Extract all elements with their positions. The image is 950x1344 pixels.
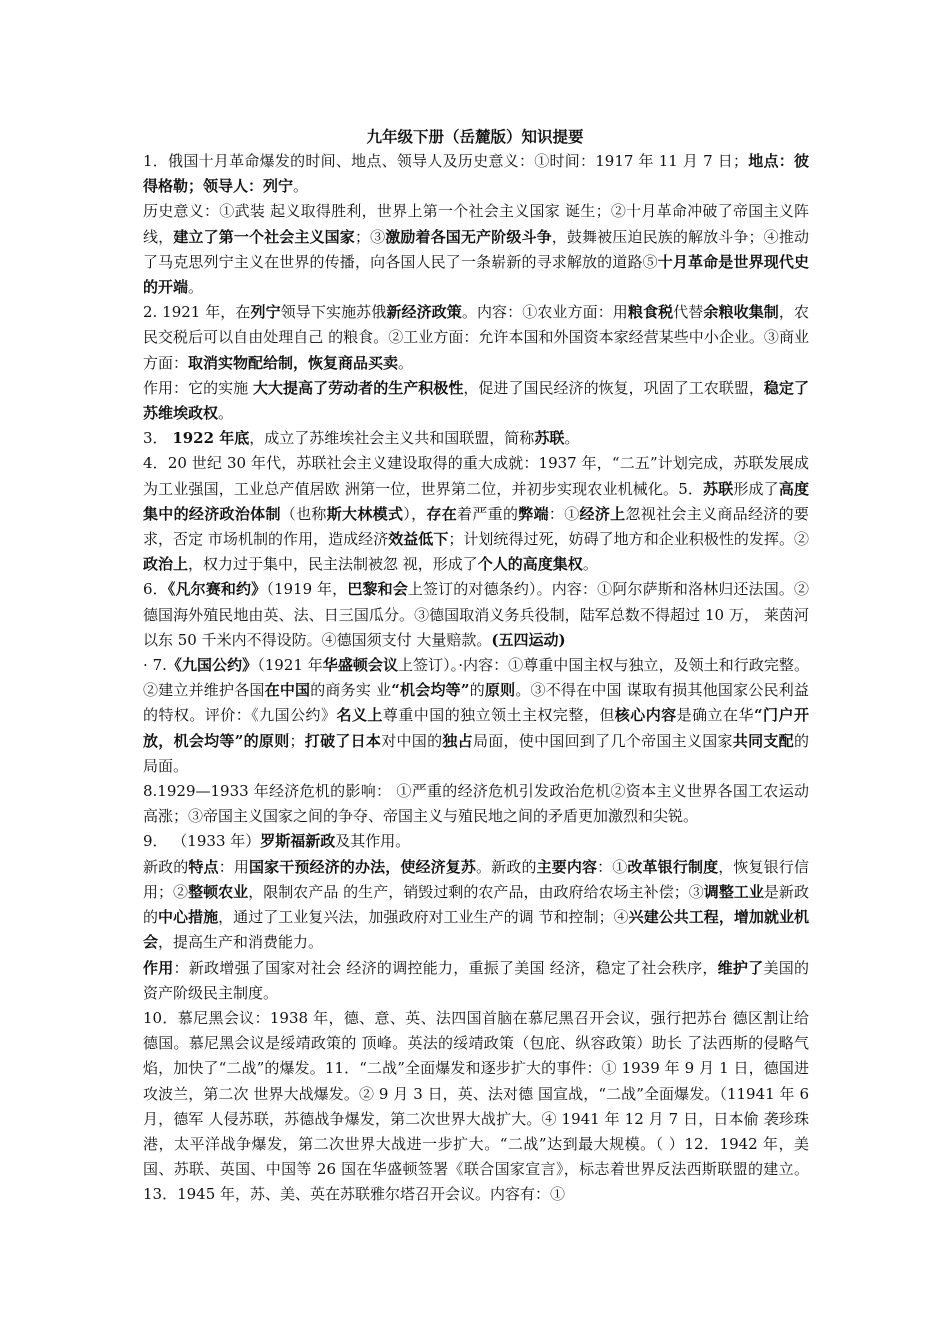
paragraph [143, 577, 809, 653]
body-text: 。 [218, 404, 234, 423]
body-text: ，通过了工业复兴法，加强政府对工业生产的调 节和控制；④ [218, 908, 629, 927]
body-text: ：用 [218, 857, 249, 876]
bold-text: 大大提高了劳动者的生产积极性 [252, 378, 464, 397]
body-text: ：① [548, 504, 580, 523]
bold-text: 政治上 [143, 555, 189, 574]
body-text: ，成立了苏维埃社会主义共和国联盟，简称 [249, 429, 535, 448]
bold-text: 弊端 [518, 504, 549, 523]
bold-text: 整顿农业 [188, 882, 249, 901]
body-text: 历史意义：①武装 起义取得胜利，世界上第一个社会主义国家 诞生；②十月革命冲破了帝国主义阵线， [143, 202, 809, 246]
body-text: 对中国的 [381, 731, 443, 750]
bold-text: 苏联 [703, 479, 734, 498]
body-text: 。③不得在中国 谋取有损其他国家公民利益的特权。评价：《九国公约》 [143, 681, 809, 725]
body-text: ，鼓舞被压迫民族的解放斗争；④推动了马克思列宁主义在世界的传播，向各国人民了一条崭新的寻求解放的道路⑤ [143, 227, 809, 271]
body-text: 上签订的对德条约）。内容：①阿尔萨斯和洛林归还法国。②德国海外殖民地由英、法、日三国瓜分。③德国取消义务兵役制，陆军总数不得超过 10 万， 莱茵河以东 50 千米内不得设防。④德国须支付 大量赔款。 [143, 580, 809, 649]
paragraph [143, 779, 809, 829]
body-text: 8.1929—1933 年经济危机的影响： ①严重的经济危机引发政治危机②资本主义世界各国工农运动高涨；③帝国主义国家之间的争夺、帝国主义与殖民地之间的矛盾更加激烈和尖锐。 [143, 782, 809, 826]
body-text: ，恢复银行信用；② [143, 857, 809, 901]
paragraph [143, 300, 809, 376]
bold-text: 特点 [188, 857, 219, 876]
body-text: 4．20 世纪 30 年代，苏联社会主义建设取得的重大成就：1937 年，“二五”计划完成，苏联发展成为工业强国，工业总产值居欧 洲第一位，世界第二位，并初步实现农业机械化。5． [143, 454, 809, 498]
bold-text: “门户开放，机会均等”的原则 [143, 706, 809, 750]
body-text: ，权力过于集中，民主法制被忽 视，形成了 [188, 555, 478, 574]
bold-text: 维护了 [717, 958, 764, 977]
body-text: 10．慕尼黑会议：1938 年，德、意、英、法四国首脑在慕尼黑召开会议，强行把苏台 德区割让给德国。慕尼黑会议是绥靖政策的 顶峰。英法的绥靖政策（包庇、纵容政策）助长 了法西斯的侵略气焰，加快了“二战”的爆发。11．“二战”全面爆发和逐步扩大的事件：① 1939 年 9 月 1 日，德国进攻波兰，第二次 世界大战爆发。② 9 月 3 日，英、法对德 国宣战，“二战”全面爆发。（11941 年 6 月，德军 人侵苏联，苏德战争爆发，第二次世界大战扩大。④ 1941 年 12 月 7 日，日本偷 袭珍珠港，太平洋战争爆发，第二次世界大战进一步扩大。“二战”达到最大规模。（ ）12．1942 年，美国、苏联、英国、中国等 26 国在华盛顿签署《联合国家宣言》，标志着世界反法西斯联盟的建立。13．1945 年，苏、美、英在苏联雅尔塔召开会议。内容有：① [143, 1008, 809, 1204]
bold-text: 独占 [442, 731, 473, 750]
body-text: 尊重中国的独立领土主权完整，但 [382, 706, 615, 725]
bold-text: 苏联 [534, 429, 565, 448]
document-body [143, 149, 809, 1208]
bold-text: 兴建公共工程，增加就业机会 [143, 908, 809, 952]
bold-text: 核心内容 [614, 706, 677, 725]
paragraph [143, 451, 809, 577]
bold-text: 共同支配 [732, 731, 794, 750]
body-text: 是确立在华 [676, 706, 754, 725]
bold-text: 改革银行制度 [627, 857, 719, 876]
body-text: ，提高生产和消费能力。 [158, 933, 324, 952]
body-text: 。内容：①农业方面：用 [461, 303, 628, 322]
body-text: ；计划统得过死，妨碍了地方和企业积极性的发挥。② [448, 530, 809, 549]
body-text: 局面，使中国回到了几个帝国主义国家 [472, 731, 733, 750]
bold-text: 华盛顿会议 [322, 656, 398, 675]
body-text: 新政的 [143, 857, 189, 876]
bold-text: 激励着各国无产阶级斗争 [385, 227, 552, 246]
bold-text: 建立了第一个社会主义国家 [173, 227, 355, 246]
bold-text: 效益低下 [388, 530, 449, 549]
body-text: ； [289, 731, 305, 750]
bold-text: 调整工业 [703, 882, 764, 901]
body-text: 的 [469, 681, 485, 700]
bold-text: 打破了日本 [304, 731, 382, 750]
bold-text: 原则 [484, 681, 516, 700]
body-text: 着严重的 [457, 504, 519, 523]
bold-text: 取消实物配给制，恢复商品买卖 [188, 353, 399, 372]
bold-text: 存在 [426, 504, 458, 523]
bold-text: 斯大林模式 [326, 504, 404, 523]
paragraph [143, 199, 809, 300]
body-text: 作用：它的实施 [143, 378, 253, 397]
bold-text: 中心措施 [158, 908, 219, 927]
body-text: 。 [293, 177, 309, 196]
body-text: 形成了 [733, 479, 779, 498]
body-text: 。 [582, 555, 598, 574]
bold-text: “机会均等” [391, 681, 470, 700]
bold-text: 国家干预经济的办法，使经济复苏 [248, 857, 477, 876]
paragraph [143, 829, 809, 854]
bold-text: 新经济政策 [386, 303, 462, 322]
body-text: 。新政的 [476, 857, 537, 876]
body-text: 6． [143, 580, 168, 599]
paragraph [143, 426, 809, 451]
body-text: ：新政增强了国家对社会 经济的调控能力，重振了美国 经济，稳定了社会秩序， [173, 958, 718, 977]
bold-text: 余粮收集制 [703, 303, 779, 322]
body-text: 1．俄国十月革命爆发的时间、地点、领导人及历史意义：①时间：1917 年 11 月 7 日； [143, 152, 748, 170]
bold-text: 主要内容 [536, 857, 598, 876]
body-text: 。 [188, 278, 204, 297]
body-text: 3． [143, 429, 173, 448]
bold-text: 名义上 [336, 706, 383, 725]
bold-text: 作用 [143, 958, 174, 977]
body-text: 的局面。 [143, 731, 809, 775]
bold-text: 《凡尔赛和约》 [167, 580, 267, 599]
body-text: 的商务实 业 [310, 681, 392, 700]
body-text: ）， [403, 504, 427, 523]
bold-text: 1922 年底 [172, 429, 250, 448]
body-text: ，限制农产品 的生产，销毁过剩的农产品，由政府给农场主补偿；③ [248, 882, 704, 901]
bold-text: 十月革命是世界现代史的开端 [143, 252, 809, 297]
body-text: 。 [398, 353, 414, 372]
body-text: ，促进了国民经济的恢复，巩固了工农联盟， [463, 378, 764, 397]
body-text: 是新政的 [143, 882, 809, 927]
body-text: ；③ [354, 227, 386, 246]
body-text: ，农民交税后可以自由处理自己 的粮食。②工业方面：允许本国和外国资本家经营某些中小企业。③商业方面： [143, 303, 809, 372]
bold-text: 列宁 [250, 303, 281, 322]
body-text: 2. 1921 年，在 [143, 303, 251, 322]
body-text: ：① [597, 857, 628, 876]
body-text: （1921 年 [257, 656, 323, 675]
body-text: · 7. [143, 656, 167, 675]
document-title: 九年级下册（岳麓版）知识提要 [366, 127, 584, 146]
bold-text: 《九国公约》 [166, 656, 258, 675]
body-text: 及其作用。 [335, 832, 411, 851]
bold-text: 粮食税 [627, 303, 674, 322]
bold-text: 在中国 [264, 681, 311, 700]
body-text: 9． （1933 年） [143, 832, 261, 851]
bold-text: 地点：彼得格勒；领导人：列宁 [143, 152, 809, 196]
paragraph [143, 956, 809, 1006]
bold-text: 巴黎和会 [347, 580, 408, 599]
paragraph [143, 149, 809, 199]
bold-text: (五四运动) [491, 630, 566, 649]
bold-text: 罗斯福新政 [260, 832, 336, 851]
body-text: 领导下实施苏俄 [280, 303, 387, 322]
paragraph [143, 376, 809, 426]
paragraph [143, 653, 809, 779]
body-text: 代替 [673, 303, 704, 322]
body-text: 美国的资产阶级民主制度。 [143, 958, 809, 1002]
bold-text: 稳定了苏维埃政权 [143, 378, 809, 423]
body-text: （也称 [280, 504, 327, 523]
body-text: 上签订）。·内容：①尊重中国主权与独立，及领土和行政完整。②建立并维护各国 [143, 656, 809, 700]
body-text: 。 [564, 429, 580, 448]
paragraph [143, 855, 809, 956]
body-text: （1919 年， [266, 580, 348, 599]
bold-text: 高度集中的经济政治体制 [143, 479, 809, 523]
bold-text: 个人的高度集权 [477, 555, 583, 574]
bold-text: 经济上 [579, 504, 626, 523]
body-text: 忽视社会主义商品经济的要求，否定 市场机制的作用，造成经济 [143, 504, 809, 549]
paragraph [143, 1006, 809, 1208]
